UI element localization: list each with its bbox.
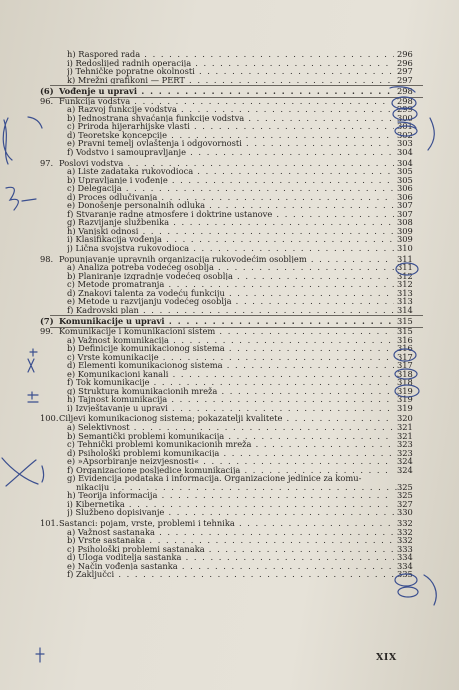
- entry-page: 309: [397, 225, 413, 236]
- entry-title: c) Delegacija . . .: [67, 184, 394, 193]
- toc-entry: [30, 361, 430, 370]
- entry-page: 332: [397, 526, 413, 537]
- entry-page: 319: [397, 402, 413, 413]
- toc-entry: [30, 545, 430, 554]
- page-folio: XIX: [376, 652, 397, 663]
- entry-title: f) Tok komunikacije . . .: [67, 378, 394, 387]
- entry-page: 327: [397, 498, 413, 509]
- entry-page: 323: [397, 447, 413, 458]
- entry-page: 315: [397, 325, 413, 336]
- entry-page: 332: [397, 517, 413, 528]
- entry-page: 301: [397, 121, 413, 132]
- toc-entry: [30, 76, 430, 85]
- entry-page: 334: [397, 552, 413, 563]
- entry-page: 313: [397, 296, 413, 307]
- toc-entry: [30, 306, 430, 315]
- entry-page: 311: [397, 262, 413, 273]
- entry-page: 302: [397, 129, 413, 140]
- entry-number: (6): [40, 86, 54, 97]
- toc-chapter: [30, 519, 430, 528]
- entry-title: j) Službeno dopisivanje . . .: [67, 508, 394, 517]
- toc-entry: [30, 457, 430, 466]
- toc-entry: [30, 440, 430, 449]
- entry-title: h) Raspored rada . . .: [67, 50, 394, 59]
- section-rule: [50, 315, 423, 316]
- entry-page: 321: [397, 430, 413, 441]
- entry-title: Ciljevi komunikacionog sistema; pokazatelji kvalitete . . .: [59, 414, 394, 423]
- entry-title: d) Uloga voditelja sastanka . . .: [67, 553, 394, 562]
- entry-page: 300: [397, 112, 413, 123]
- entry-title: h) Tajnost komunikacija . . .: [67, 395, 394, 404]
- entry-page: 330: [397, 507, 413, 518]
- entry-title: Funkcija vodstva . . .: [59, 97, 394, 106]
- entry-title: Popunjavanje upravnih organizacija rukovodećim osobljem . . .: [59, 255, 394, 264]
- toc-entry: [30, 67, 430, 76]
- entry-page: 324: [397, 456, 413, 467]
- table-of-contents: [30, 50, 430, 579]
- toc-entry: [30, 508, 430, 517]
- toc-entry: [30, 500, 430, 509]
- toc-entry: [30, 528, 430, 537]
- toc-entry: [30, 50, 430, 59]
- toc-chapter: [30, 414, 430, 423]
- entry-number: 99.: [40, 325, 54, 336]
- entry-title: a) Razvoj funkcije vodstva . . .: [67, 105, 394, 114]
- entry-number: 100.: [40, 413, 59, 424]
- toc-entry: [30, 562, 430, 571]
- toc-entry: [30, 491, 430, 500]
- toc-entry: [30, 272, 430, 281]
- entry-title: b) Upravljanje i vođenje . . .: [67, 176, 394, 185]
- toc-entry: [30, 184, 430, 193]
- toc-entry: [30, 353, 430, 362]
- toc-entry: [30, 370, 430, 379]
- toc-entry: [30, 227, 430, 236]
- toc-chapter: [30, 327, 430, 336]
- section-rule: [50, 85, 423, 86]
- entry-title: f) Vodstvo i samoupravljanje . . .: [67, 148, 394, 157]
- entry-title: j) Lična svojstva rukovodioca . . .: [67, 244, 394, 253]
- entry-page: 333: [397, 543, 413, 554]
- entry-title: h) Vanjski odnosi . . .: [67, 227, 394, 236]
- entry-title: c) Metode promatranja . . .: [67, 280, 394, 289]
- entry-title: e) Pravni temelj ovlaštenja i odgovornosti . . .: [67, 139, 394, 148]
- entry-title: e) Način vođenja sastanka . . .: [67, 562, 394, 571]
- entry-number: 96.: [40, 95, 54, 106]
- entry-title: f) Zaključci . . .: [67, 570, 394, 579]
- toc-entry: [30, 131, 430, 140]
- toc-entry: [30, 466, 430, 475]
- entry-number: 98.: [40, 253, 54, 264]
- toc-chapter: [30, 97, 430, 106]
- entry-number: 101.: [40, 517, 59, 528]
- entry-page: 311: [397, 253, 413, 264]
- entry-page: 312: [397, 270, 413, 281]
- entry-page: 320: [397, 413, 413, 424]
- entry-title: a) Selektivnost . . .: [67, 423, 394, 432]
- entry-title: Vođenje u upravi . . .: [59, 87, 394, 96]
- entry-title: nikaciju . . .: [76, 483, 403, 492]
- entry-page: 321: [397, 421, 413, 432]
- entry-title: d) Teoretske koncepcije . . .: [67, 131, 394, 140]
- entry-page: 325: [397, 490, 413, 501]
- entry-page: 332: [397, 535, 413, 546]
- entry-page: 297: [397, 66, 413, 77]
- entry-title: a) Važnost komunikacija . . .: [67, 336, 394, 345]
- toc-entry: [30, 244, 430, 253]
- entry-page: 324: [397, 464, 413, 475]
- toc-entry: [30, 218, 430, 227]
- entry-title: k) Mrežni grafikoni — PERT . . .: [67, 76, 394, 85]
- entry-page: 304: [397, 147, 413, 158]
- entry-title: d) Znakovi talenta za vodeću funkciju . . .: [67, 289, 394, 298]
- toc-entry: [30, 395, 430, 404]
- toc-entry: [30, 344, 430, 353]
- toc-entry: [30, 193, 430, 202]
- entry-title: d) Elementi komunikacionog sistema . . .: [67, 361, 394, 370]
- entry-title: f) Stvaranje radne atmosfere i doktrine ustanove . . .: [67, 210, 394, 219]
- entry-page: 325: [397, 481, 413, 492]
- entry-title: j) Tehničke popratne okolnosti . . .: [67, 67, 394, 76]
- toc-entry: [30, 280, 430, 289]
- toc-section: [30, 87, 430, 96]
- entry-title: h) Teorija informacija . . .: [67, 491, 394, 500]
- entry-title: b) Vrste sastanaka . . .: [67, 536, 394, 545]
- toc-entry: [30, 235, 430, 244]
- entry-title: d) Psihološki problemi komunikacija . . .: [67, 449, 394, 458]
- toc-entry: [30, 297, 430, 306]
- entry-title: c) Vrste komunikacije . . .: [67, 353, 394, 362]
- entry-title: e) »Apsorbiranje neizvjesnosti« . . .: [67, 457, 394, 466]
- toc-entry: [30, 336, 430, 345]
- toc-entry: [30, 432, 430, 441]
- entry-page: 316: [397, 334, 413, 345]
- entry-title: g) Razvijanje službenika . . .: [67, 218, 394, 227]
- entry-page: 334: [397, 560, 413, 571]
- entry-title: f) Organizacione posljedice komunikacija . . .: [67, 466, 394, 475]
- entry-page: 303: [397, 138, 413, 149]
- toc-entry: [30, 148, 430, 157]
- entry-page: 318: [397, 368, 413, 379]
- entry-title: e) Metode u razvijanju vodećeg osoblja . . .: [67, 297, 394, 306]
- entry-page: 299: [397, 104, 413, 115]
- entry-title: Sastanci: pojam, vrste, problemi i tehnika . . .: [59, 519, 394, 528]
- toc-entry: [30, 553, 430, 562]
- entry-title: Poslovi vodstva . . .: [59, 159, 394, 168]
- entry-title: e) Komunikacioni kanali . . .: [67, 370, 394, 379]
- entry-title: b) Planiranje izgradnje vodećeg osoblja . . .: [67, 272, 394, 281]
- entry-page: 319: [397, 385, 413, 396]
- entry-title: b) Jednostrana shvaćanja funkcije vodstva . . .: [67, 114, 394, 123]
- toc-entry: [30, 59, 430, 68]
- entry-title: Komunikacije u upravi . . .: [59, 317, 394, 326]
- entry-page: 296: [397, 57, 413, 68]
- entry-page: 306: [397, 191, 413, 202]
- entry-title: i) Klasifikacija vođenja . . .: [67, 235, 394, 244]
- entry-page: 297: [397, 74, 413, 85]
- entry-page: 310: [397, 243, 413, 254]
- entry-title: c) Psihološki problemi sastanaka . . .: [67, 545, 394, 554]
- toc-entry: [30, 167, 430, 176]
- entry-title: e) Donošenje personalnih odluka . . .: [67, 201, 394, 210]
- entry-page: 305: [397, 166, 413, 177]
- entry-page: 308: [397, 217, 413, 228]
- entry-page: 307: [397, 208, 413, 219]
- entry-number: 97.: [40, 157, 54, 168]
- toc-entry: [30, 423, 430, 432]
- entry-page: 309: [397, 234, 413, 245]
- toc-entry: [30, 289, 430, 298]
- toc-entry: [30, 263, 430, 272]
- toc-entry: [30, 114, 430, 123]
- entry-title: a) Liste zadataka rukovodioca . . .: [67, 167, 394, 176]
- entry-page: 316: [397, 343, 413, 354]
- entry-page: 313: [397, 287, 413, 298]
- toc-entry: [30, 474, 430, 483]
- entry-page: 335: [397, 569, 413, 580]
- toc-entry: [30, 404, 430, 413]
- entry-page: 317: [397, 360, 413, 371]
- toc-entry: [30, 122, 430, 131]
- toc-entry: [30, 378, 430, 387]
- entry-page: 298: [397, 95, 413, 106]
- toc-section: [30, 317, 430, 326]
- entry-title: c) Tehnički problemi komunikacionih mreža . . .: [67, 440, 394, 449]
- toc-entry: [30, 176, 430, 185]
- entry-title: b) Semantički problemi komunikacija . . .: [67, 432, 394, 441]
- entry-page: 296: [397, 49, 413, 59]
- entry-title: i) Izvještavanje u upravi . . .: [67, 404, 394, 413]
- entry-page: 314: [397, 304, 413, 315]
- toc-entry: [30, 483, 430, 492]
- entry-title: Komunikacije i komunikacioni sistem . . .: [59, 327, 394, 336]
- entry-title: c) Priroda hijerarhijske vlasti . . .: [67, 122, 394, 131]
- entry-page: 318: [397, 377, 413, 388]
- entry-title: g) Evidencija podataka i informacija. Organizacione jedinice za komu-: [67, 474, 362, 483]
- toc-entry: [30, 139, 430, 148]
- entry-title: b) Definicije komunikacionog sistema . . .: [67, 344, 394, 353]
- toc-entry: [30, 387, 430, 396]
- entry-page: 298: [397, 86, 413, 97]
- entry-page: 306: [397, 183, 413, 194]
- entry-page: 315: [397, 316, 413, 327]
- toc-entry: [30, 210, 430, 219]
- entry-page: 323: [397, 439, 413, 450]
- toc-entry: [30, 570, 430, 579]
- entry-page: 319: [397, 394, 413, 405]
- toc-entry: [30, 449, 430, 458]
- entry-number: (7): [40, 316, 54, 327]
- entry-title: f) Kadrovski plan . . .: [67, 306, 394, 315]
- entry-title: d) Proces odlučivanja . . .: [67, 193, 394, 202]
- toc-entry: [30, 105, 430, 114]
- entry-page: 307: [397, 200, 413, 211]
- entry-title: a) Analiza potreba vodećeg osoblja . . .: [67, 263, 394, 272]
- toc-chapter: [30, 255, 430, 264]
- toc-entry: [30, 201, 430, 210]
- toc-chapter: [30, 159, 430, 168]
- toc-entry: [30, 536, 430, 545]
- entry-page: 317: [397, 351, 413, 362]
- entry-page: 305: [397, 174, 413, 185]
- entry-title: i) Redoslijed radnih operacija . . .: [67, 59, 394, 68]
- entry-title: g) Struktura komunikacionih mreža . . .: [67, 387, 394, 396]
- entry-page: 312: [397, 279, 413, 290]
- entry-title: a) Važnost sastanaka . . .: [67, 528, 394, 537]
- entry-title: i) Kibernetika . . .: [67, 500, 394, 509]
- entry-page: 304: [397, 157, 413, 168]
